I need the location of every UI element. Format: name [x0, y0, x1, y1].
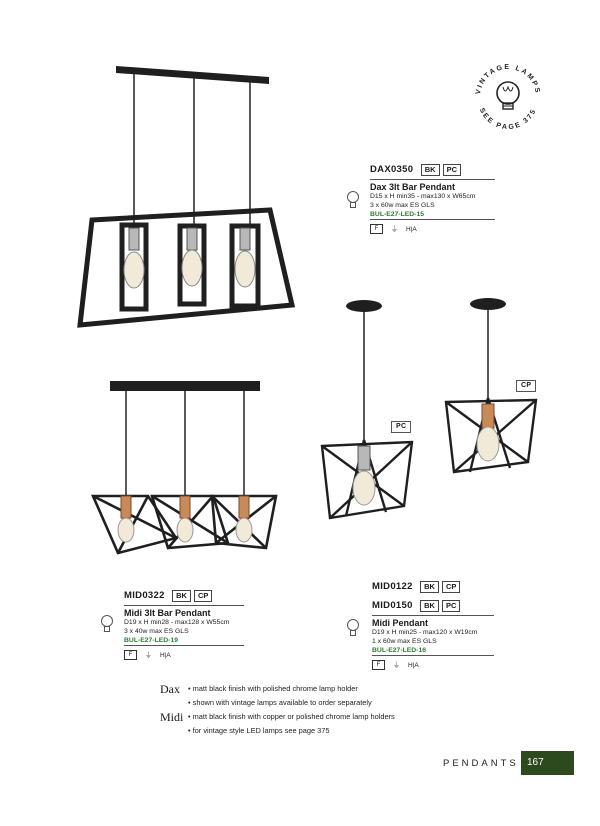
divider [124, 605, 244, 606]
mid0122-code-row [372, 576, 494, 594]
symbol-row [370, 224, 495, 234]
earth-icon: ⏚ [145, 652, 152, 659]
divider [124, 645, 244, 646]
midi-pendant-product-block [372, 576, 494, 670]
spec-line: D19 x H min28 - max128 x W55cm [124, 619, 230, 626]
earth-icon: ⏚ [391, 226, 398, 233]
note-line: • shown with vintage lamps available to order separately [188, 698, 372, 707]
spec-line: D15 x H min35 - max130 x W65cm [370, 193, 476, 200]
finish-badge-pc: PC [391, 421, 411, 433]
symbol-row [124, 650, 244, 660]
finish-tag: PC [442, 600, 460, 612]
divider [372, 655, 494, 656]
bulb-icon [346, 618, 360, 643]
dax-3lt-bar-pendant-image [70, 60, 300, 330]
class-triangle-icon: F [372, 660, 385, 670]
dimmable-icon: H|A [406, 225, 417, 233]
led-lamp-code: BUL-E27-LED-16 [372, 647, 427, 654]
midi-3lt-bar-pendant-image [88, 378, 284, 558]
led-lamp-code: BUL-E27-LED-19 [124, 637, 179, 644]
product-code: MID0150 [372, 600, 413, 611]
dax-code-row [370, 159, 495, 177]
mid0322-product-block [124, 585, 244, 660]
finish-badge-cp: CP [516, 380, 536, 392]
spec-line: 3 x 60w max ES GLS [370, 202, 435, 209]
class-triangle-icon: F [124, 650, 137, 660]
bulb-icon [100, 614, 114, 639]
product-code: MID0322 [124, 590, 165, 601]
vintage-bulb-icon [468, 57, 548, 137]
product-name: Midi 3lt Bar Pendant [124, 608, 211, 618]
range-label-midi: Midi [160, 710, 184, 724]
divider [370, 219, 495, 220]
spec-line: 1 x 60w max ES GLS [372, 638, 437, 645]
divider [370, 179, 495, 180]
midi-pendant-pc-image [316, 296, 420, 526]
product-name: Midi Pendant [372, 618, 428, 628]
finish-tag: CP [442, 581, 460, 593]
product-name: Dax 3lt Bar Pendant [370, 182, 456, 192]
finish-tag: BK [420, 600, 439, 612]
dax-note [160, 682, 460, 710]
product-code: DAX0350 [370, 164, 414, 175]
dimmable-icon: H|A [408, 661, 419, 669]
finish-tag: BK [420, 581, 439, 593]
earth-icon: ⏚ [393, 662, 400, 669]
led-lamp-code: BUL-E27-LED-15 [370, 211, 425, 218]
svg-text:VINTAGE LAMPS: VINTAGE LAMPS [475, 63, 541, 96]
finish-tag: BK [172, 590, 191, 602]
dimmable-icon: H|A [160, 651, 171, 659]
range-notes [160, 682, 460, 738]
section-title: PENDANTS [443, 758, 519, 769]
note-line: • matt black finish with polished chrome lamp holder [188, 684, 358, 693]
note-line: • for vintage style LED lamps see page 375 [188, 726, 330, 735]
product-code: MID0122 [372, 581, 413, 592]
midi-note [160, 710, 460, 738]
bulb-icon [346, 190, 360, 215]
note-line: • matt black finish with copper or polished chrome lamp holders [188, 712, 395, 721]
range-label-dax: Dax [160, 682, 180, 696]
spec-line: 3 x 40w max ES GLS [124, 628, 189, 635]
page-number-text: 167 [527, 757, 544, 768]
svg-text:SEE PAGE 375: SEE PAGE 375 [477, 107, 539, 132]
divider [372, 615, 494, 616]
mid0150-code-row [372, 595, 494, 613]
symbol-row [372, 660, 494, 670]
mid0322-code-row [124, 585, 244, 603]
spec-line: D19 x H min25 - max120 x W19cm [372, 629, 478, 636]
finish-tag: BK [421, 164, 440, 176]
finish-tag: CP [194, 590, 212, 602]
page-number [521, 751, 574, 775]
dax-product-block [370, 159, 495, 234]
vintage-lamps-stamp [468, 57, 548, 137]
finish-tag: PC [443, 164, 461, 176]
class-triangle-icon: F [370, 224, 383, 234]
